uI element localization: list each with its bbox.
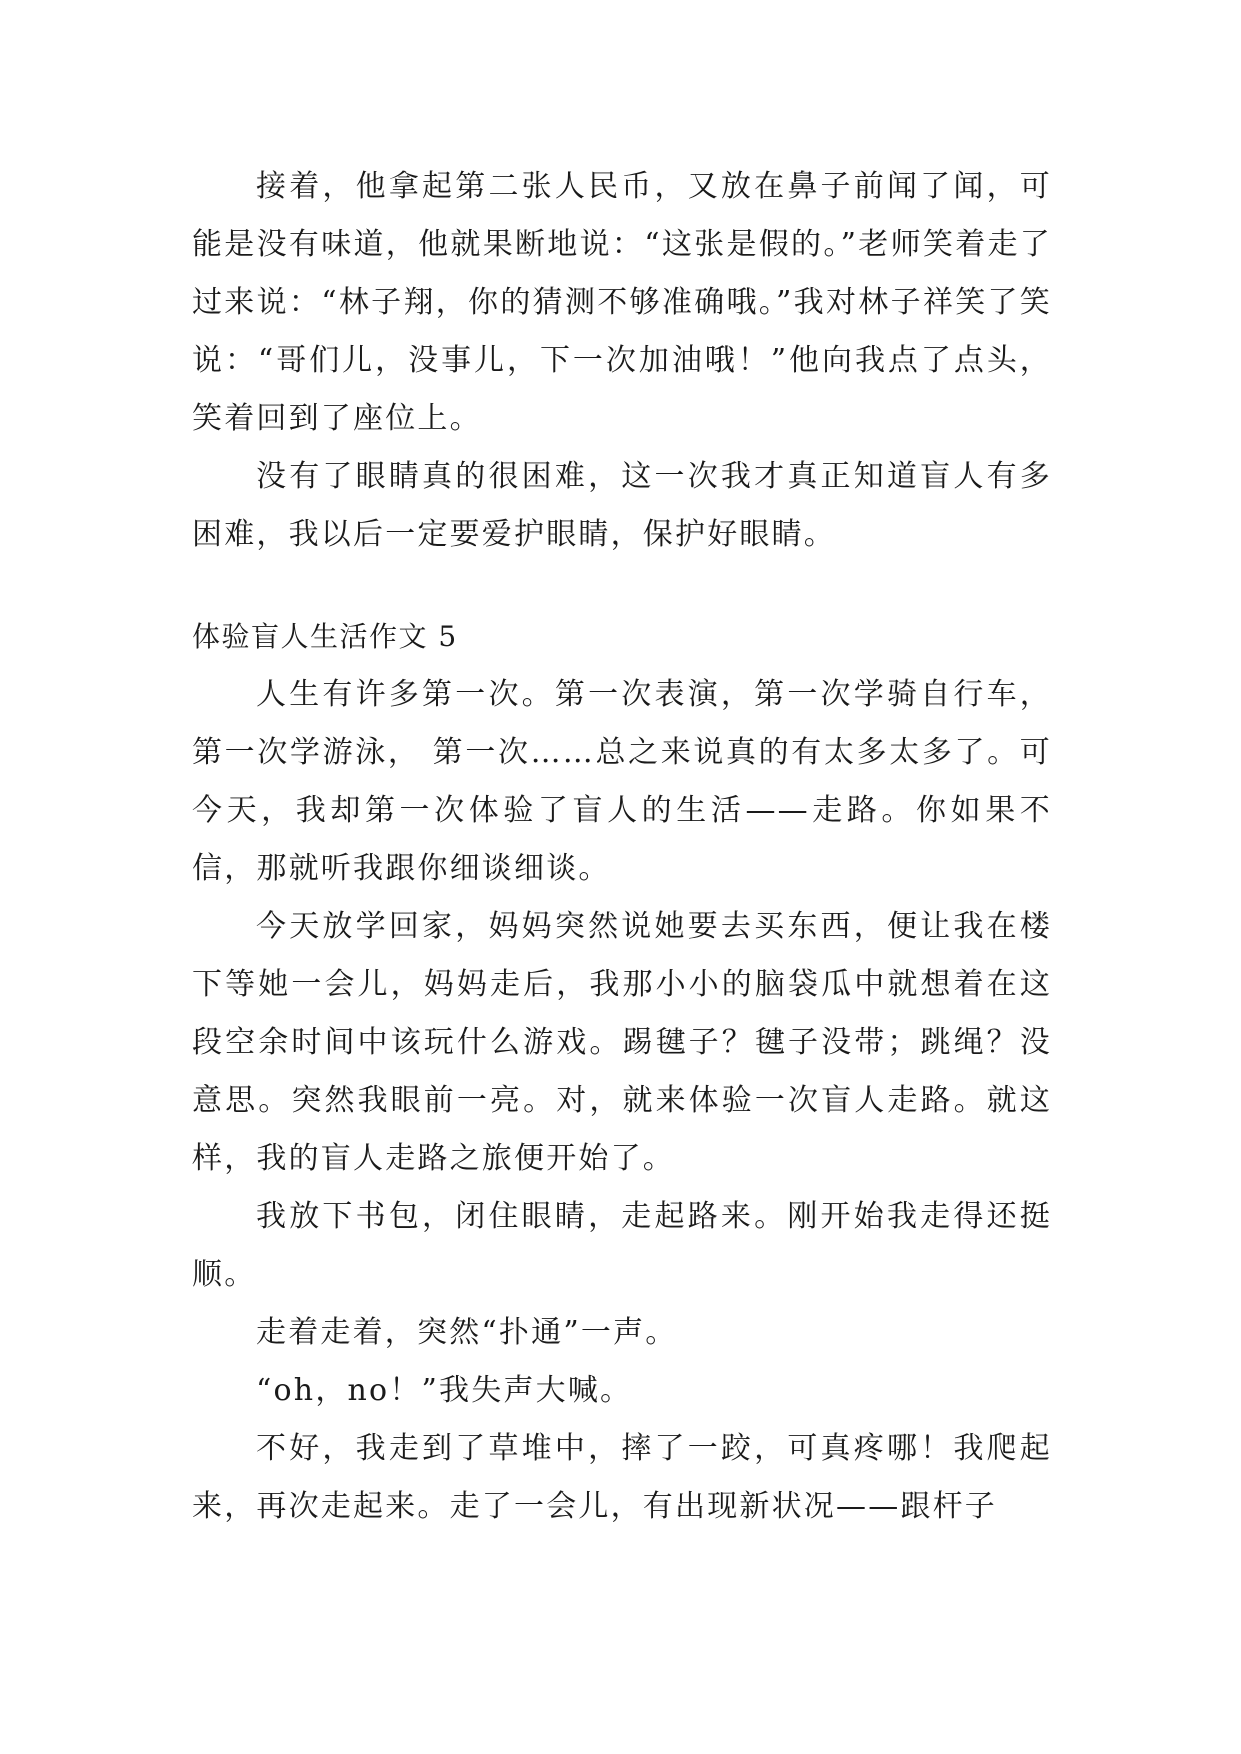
- paragraph: 不好，我走到了草堆中，摔了一跤，可真疼哪！我爬起来，再次走起来。走了一会儿，有出现新状况——跟杆子: [192, 1431, 1052, 1524]
- paragraph: 接着，他拿起第二张人民币，又放在鼻子前闻了闻，可能是没有味道，他就果断地说：“这张是假的。”老师笑着走了过来说：“林子翔，你的猜测不够准确哦。”我对林子祥笑了笑说：“哥们儿，没事儿，下一次加油哦！”他向我点了点头，笑着回到了座位上。: [192, 169, 1052, 436]
- paragraph: 没有了眼睛真的很困难，这一次我才真正知道盲人有多困难，我以后一定要爱护眼睛，保护好眼睛。: [192, 459, 1052, 552]
- paragraph: 今天放学回家，妈妈突然说她要去买东西，便让我在楼下等她一会儿，妈妈走后，我那小小的脑袋瓜中就想着在这段空余时间中该玩什么游戏。踢毽子？毽子没带；跳绳？没意思。突然我眼前一亮。对，就来体验一次盲人走路。就这样，我的盲人走路之旅便开始了。: [192, 909, 1052, 1176]
- paragraph: 人生有许多第一次。第一次表演，第一次学骑自行车，第一次学游泳， 第一次……总之来说真的有太多太多了。可今天，我却第一次体验了盲人的生活——走路。你如果不信，那就听我跟你细谈细谈。: [192, 677, 1052, 886]
- paragraph: 走着走着，突然“扑通”一声。: [256, 1315, 678, 1350]
- paragraph: 我放下书包，闭住眼睛，走起路来。刚开始我走得还挺顺。: [192, 1199, 1052, 1292]
- section-title: 体验盲人生活作文 5: [192, 620, 458, 653]
- paragraph: “oh，no！”我失声大喊。: [256, 1373, 633, 1408]
- document-body: [192, 158, 1052, 1536]
